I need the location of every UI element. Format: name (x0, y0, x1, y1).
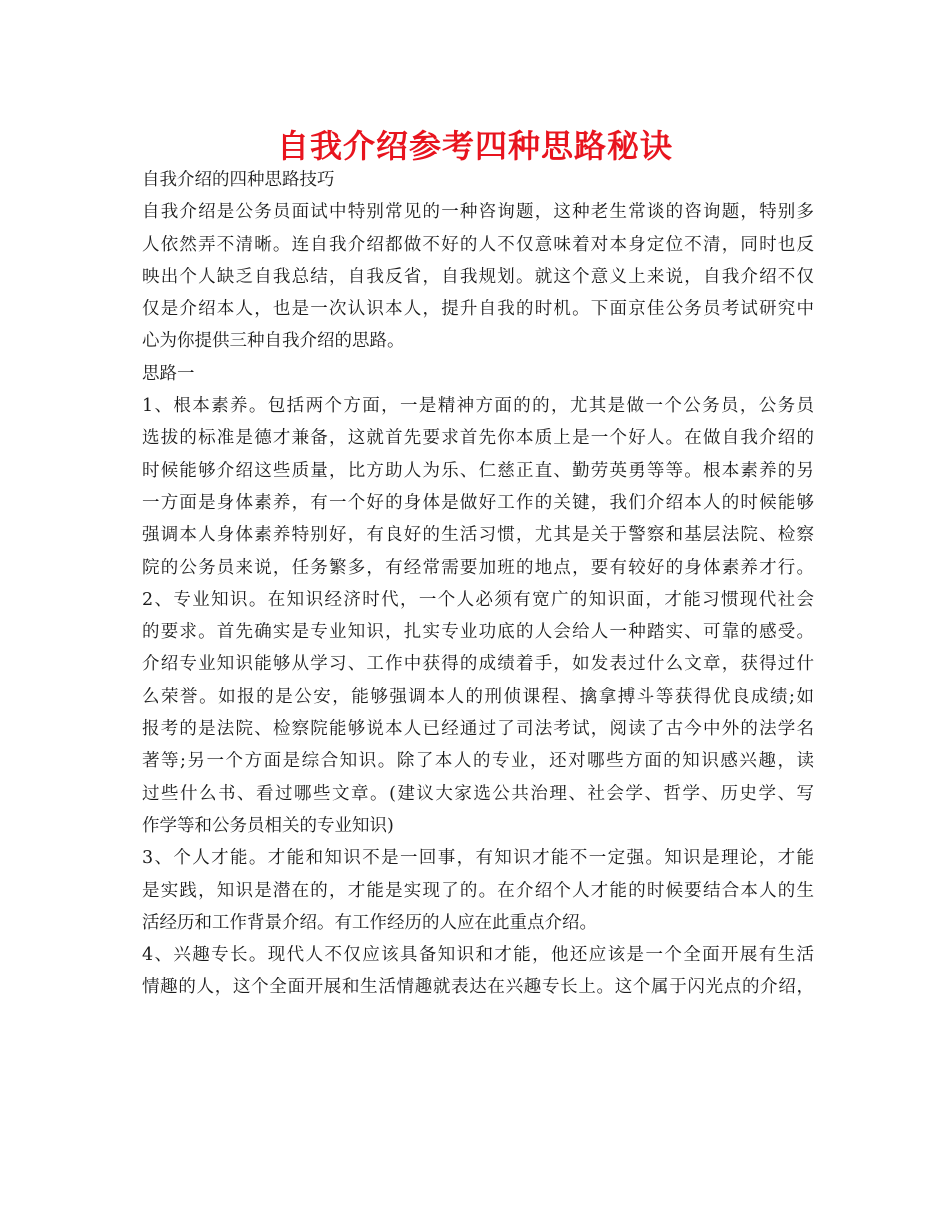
text-line: 的要求。首先确实是专业知识，扎实专业功底的人会给人一种踏实、可靠的感受。 (142, 622, 814, 643)
text-line: 院的公务员来说，任务繁多，有经常需要加班的地点，要有较好的身体素养才行。 (142, 557, 814, 578)
document-body (142, 164, 814, 1004)
text-line: 么荣誉。如报的是公安，能够强调本人的刑侦课程、擒拿搏斗等获得优良成绩;如 (142, 686, 814, 707)
text-line: 过些什么书、看过哪些文章。(建议大家选公共治理、社会学、哲学、历史学、写 (142, 783, 814, 804)
text-line: 3、个人才能。才能和知识不是一回事，有知识才能不一定强。知识是理论，才能 (142, 848, 814, 869)
text-line: 情趣的人，这个全面开展和生活情趣就表达在兴趣专长上。这个属于闪光点的介绍， (142, 977, 814, 998)
text-line: 介绍专业知识能够从学习、工作中获得的成绩着手，如发表过什么文章，获得过什 (142, 654, 814, 675)
text-line: 思路一 (142, 363, 195, 384)
text-line: 活经历和工作背景介绍。有工作经历的人应在此重点介绍。 (142, 912, 597, 933)
text-line: 著等;另一个方面是综合知识。除了本人的专业，还对哪些方面的知识感兴趣，读 (142, 751, 814, 772)
text-line: 时候能够介绍这些质量，比方助人为乐、仁慈正直、勤劳英勇等等。根本素养的另 (142, 460, 814, 481)
text-line: 是实践，知识是潜在的，才能是实现了的。在介绍个人才能的时候要结合本人的生 (142, 880, 814, 901)
text-line: 映出个人缺乏自我总结，自我反省，自我规划。就这个意义上来说，自我介绍不仅 (142, 266, 814, 287)
text-line: 心为你提供三种自我介绍的思路。 (142, 331, 405, 352)
text-line: 强调本人身体素养特别好，有良好的生活习惯，尤其是关于警察和基层法院、检察 (142, 525, 814, 546)
text-line: 选拔的标准是德才兼备，这就首先要求首先你本质上是一个好人。在做自我介绍的 (142, 428, 814, 449)
page-title: 自我介绍参考四种思路秘诀 (276, 127, 673, 165)
text-line: 作学等和公务员相关的专业知识) (142, 815, 394, 836)
text-line: 自我介绍的四种思路技巧 (142, 170, 335, 190)
text-line: 1、根本素养。包括两个方面，一是精神方面的的，尤其是做一个公务员，公务员 (142, 396, 814, 417)
text-line: 仅是介绍本人，也是一次认识本人，提升自我的时机。下面京佳公务员考试研究中 (142, 299, 814, 320)
text-line: 2、专业知识。在知识经济时代，一个人必须有宽广的知识面，才能习惯现代社会 (142, 589, 814, 610)
text-line: 4、兴趣专长。现代人不仅应该具备知识和才能，他还应该是一个全面开展有生活 (142, 945, 814, 966)
text-line: 自我介绍是公务员面试中特别常见的一种咨询题，这种老生常谈的咨询题，特别多 (142, 202, 814, 223)
text-line: 一方面是身体素养，有一个好的身体是做好工作的关键，我们介绍本人的时候能够 (142, 492, 814, 513)
text-line: 报考的是法院、检察院能够说本人已经通过了司法考试，阅读了古今中外的法学名 (142, 719, 814, 740)
text-line: 人依然弄不清晰。连自我介绍都做不好的人不仅意味着对本身定位不清，同时也反 (142, 234, 814, 255)
